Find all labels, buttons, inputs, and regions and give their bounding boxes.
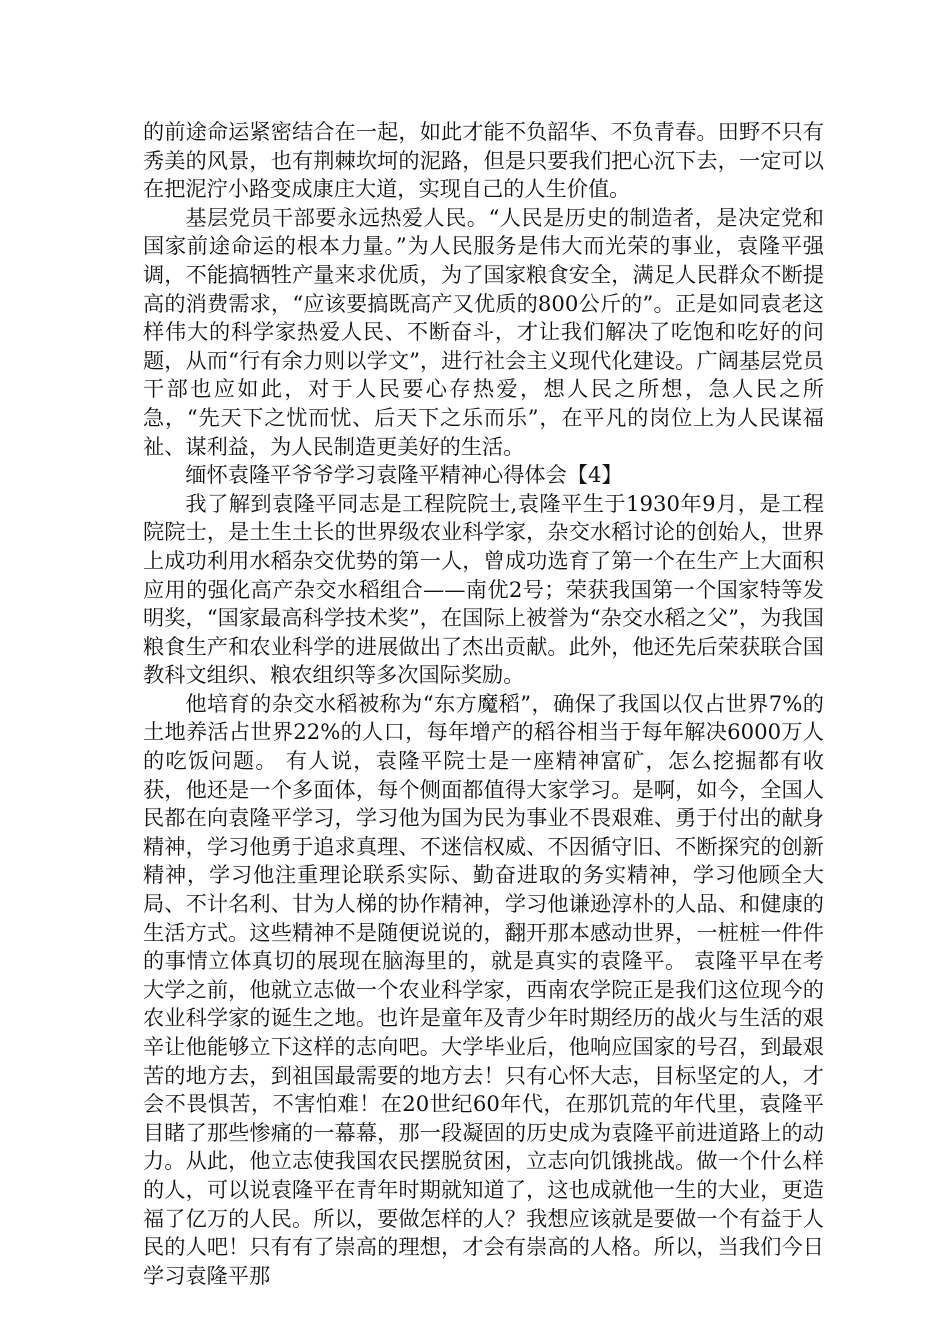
paragraph-spirit: 他培育的杂交水稻被称为“东方魔稻”，确保了我国以仅占世界7%的土地养活占世界22%的人口，每年增产的稻谷相当于每年解决6000万人的吃饭问题。 有人说，袁隆平院士是一座精神富矿，怎么挖掘都有收获，他还是一个多面体，每个侧面都值得大家学习。是啊，如今，全国人民都在向袁隆平学习，学习他为国为民为事业不畏艰难、勇于付出的献身精神，学习他勇于追求真理、不迷信权威、不因循守旧、不断探究的创新精神，学习他注重理论联系实际、勤奋进取的务实精神，学习他顾全大局、不计名利、甘为人梯的协作精神，学习他谦逊淳朴的人品、和健康的生活方式。这些精神不是随便说说的，翻开那本感动世界，一桩桩一件件的事情立体真切的展现在脑海里的，就是真实的袁隆平。 袁隆平早在考大学之前，他就立志做一个农业科学家，西南农学院正是我们这位现今的农业科学家的诞生之地。也许是童年及青少年时期经历的战火与生活的艰辛让他能够立下这样的志向吧。大学毕业后，他响应国家的号召，到最艰苦的地方去，到祖国最需要的地方去！只有心怀大志，目标坚定的人，才会不畏惧苦，不害怕难！在20世纪60年代，在那饥荒的年代里，袁隆平目睹了那些惨痛的一幕幕，那一段凝固的历史成为袁隆平前进道路上的动力。从此，他立志使我国农民摆脱贫困，立志向饥饿挑战。做一个什么样的人，可以说袁隆平在青年时期就知道了，这也成就他一生的大业，更造福了亿万的人民。所以，要做怎样的人？我想应该就是要做一个有益于人民的人吧！只有有了崇高的理想，才会有崇高的人格。所以，当我们今日学习袁隆平那 — [143, 690, 824, 1288]
paragraph-biography: 我了解到袁隆平同志是工程院院士,袁隆平生于1930年9月，是工程院院士，是土生土长的世界级农业科学家，杂交水稻讨论的创始人，世界上成功利用水稻杂交优势的第一人，曾成功选育了第一个在生产上大面积应用的强化高产杂交水稻组合——南优2号；荣获我国第一个国家特等发明奖，“国家最高科学技术奖”，在国际上被誉为“杂交水稻之父”，为我国粮食生产和农业科学的进展做出了杰出贡献。此外，他还先后荣获联合国教科文组织、粮农组织等多次国际奖励。 — [143, 490, 824, 688]
document-page — [143, 118, 824, 1290]
paragraph-continuation: 的前途命运紧密结合在一起，如此才能不负韶华、不负青春。田野不只有秀美的风景，也有荆棘坎坷的泥路，但是只要我们把心沉下去，一定可以在把泥泞小路变成康庄大道，实现自己的人生价值。 — [143, 119, 824, 202]
paragraph-serve-people: 基层党员干部要永远热爱人民。“人民是历史的制造者，是决定党和国家前途命运的根本力量。”为人民服务是伟大而光荣的事业，袁隆平强调，不能搞牺牲产量来求优质，为了国家粮食安全，满足人民群众不断提高的消费需求，“应该要搞既高产又优质的800公斤的”。正是如同袁老这样伟大的科学家热爱人民、不断奋斗，才让我们解决了吃饱和吃好的问题，从而“行有余力则以学文”，进行社会主义现代化建设。广阔基层党员干部也应如此，对于人民要心存热爱，想人民之所想，急人民之所急，“先天下之忧而忧、后天下之乐而乐”，在平凡的岗位上为人民谋福祉、谋利益，为人民制造更美好的生活。 — [143, 204, 824, 459]
section-heading: 缅怀袁隆平爷爷学习袁隆平精神心得体会【4】 — [185, 462, 623, 488]
